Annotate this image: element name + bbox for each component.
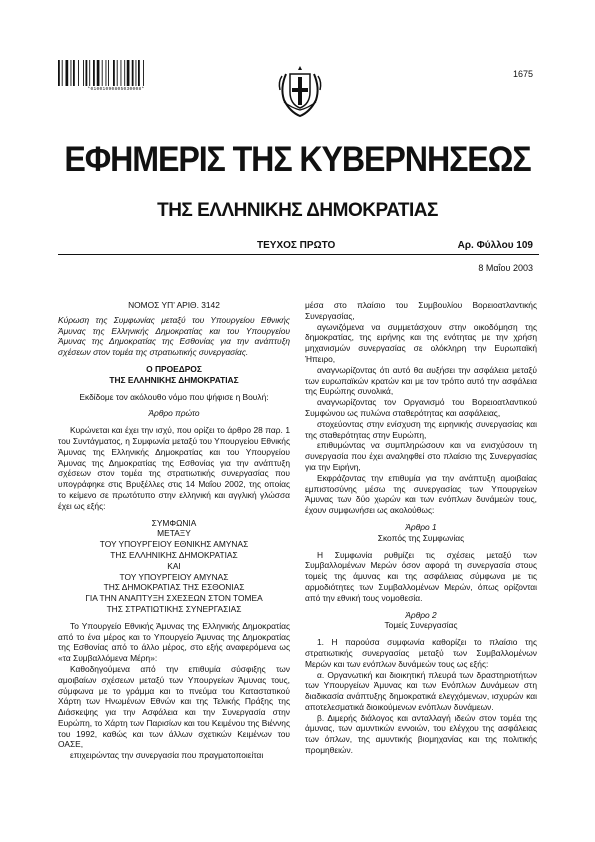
issue-date: 8 Μαΐου 2003 xyxy=(478,263,533,273)
agreement-heading-line: ΤΗΣ ΕΛΛΗΝΙΚΗΣ ΔΗΜΟΚΡΑΤΙΑΣ xyxy=(110,549,238,560)
article-2-subtitle: Τομείς Συνεργασίας xyxy=(384,620,458,631)
preamble-paragraph: Το Υπουργείο Εθνικής Άμυνας της Ελληνικής Δημοκρατίας από το ένα μέρος και το Υπουργείο Άμυνας της Δημοκρατίας της Εσθονίας από το άλλο μέρος, στο εξής αναφερόμενα ως «τα Συμβαλλόμενα Μέρη»: xyxy=(58,620,290,664)
agreement-heading-line: ΤΗΣ ΣΤΡΑΤΙΩΤΙΚΗΣ ΣΥΝΕΡΓΑΣΙΑΣ xyxy=(106,603,242,614)
article-1-title: Άρθρο 1 xyxy=(405,521,437,532)
header-rule xyxy=(58,254,539,255)
agreement-heading-line: ΤΗΣ ΔΗΜΟΚΡΑΤΙΑΣ ΤΗΣ ΕΣΘΟΝΙΑΣ xyxy=(103,582,245,593)
right-column xyxy=(305,300,537,756)
agreement-heading-line: ΚΑΙ xyxy=(167,560,181,571)
preamble-paragraph: αγωνιζόμενα να συμμετάσχουν στην οικοδόμηση της δημοκρατίας, της ειρήνης και της ενότητας με την χρήση μηχανισμών συνεργασίας σε ολόκληρη την Ευρωπαϊκή Ήπειρο, xyxy=(305,321,537,364)
gazette-subtitle: ΤΗΣ ΕΛΛΗΝΙΚΗΣ ΔΗΜΟΚΡΑΤΙΑΣ xyxy=(157,200,438,221)
president-heading: Ο ΠΡΟΕΔΡΟΣ xyxy=(146,363,202,374)
preamble-paragraph: αναγνωρίζοντας ότι αυτό θα αυξήσει την ασφάλεια μεταξύ των ευρωπαϊκών κρατών και με τον τρόπο αυτό την ασφάλεια της Ευρώπης συνολικά, xyxy=(305,364,537,397)
barcode xyxy=(58,60,172,86)
barcode-number: *01001090805030008* xyxy=(87,87,145,92)
preamble-paragraph: Καθοδηγούμενα από την επιθυμία σύσφιξης των αμοιβαίων σχέσεων μεταξύ των Υπουργείων Άμυνας τους, σύμφωνα με το γράμμα και το πνεύμα του Καταστατικού Χάρτη των Ηνωμένων Εθνών και της Τελικής Πράξης της Διάσκεψης για την Ασφάλεια και την Συνεργασία στην Ευρώπη, το Χάρτη των Παρισίων και του Κειμένου της Βιέννης του 1992, καθώς και των άλλων σχετικών Κειμένων του ΟΑΣΕ, xyxy=(58,663,290,750)
article-2-paragraph: β. Διμερής διάλογος και ανταλλαγή ιδεών στον τομέα της άμυνας, των αμυντικών εννοιών, του ελέγχου της ασφάλειας των όπλων, της αμυντικής βιομηχανίας και της πολιτικής προμηθειών. xyxy=(305,712,537,756)
left-column xyxy=(58,300,290,761)
president-heading-2: ΤΗΣ ΕΛΛΗΝΙΚΗΣ ΔΗΜΟΚΡΑΤΙΑΣ xyxy=(109,374,239,385)
gazette-title: ΕΦΗΜΕΡΙΣ ΤΗΣ ΚΥΒΕΡΝΗΣΕΩΣ xyxy=(64,140,531,179)
agreement-heading xyxy=(58,518,290,615)
first-article-title: Άρθρο πρώτο xyxy=(148,408,200,419)
ratification-paragraph: Κυρώνεται και έχει την ισχύ, που ορίζει το άρθρο 28 παρ. 1 του Συντάγματος, η Συμφωνία μεταξύ του Υπουργείου Εθνικής Άμυνας της Ελληνικής Δημοκρατίας και του Υπουργείου Άμυνας της Δημοκρατίας της Εσθονίας για την ανάπτυξη σχέσεων στον τομέα της στρατιωτικής συνεργασίας που υπογράφηκε στις Βρυξέλλες στις 14 Μαΐου 2002, της οποίας το κείμενο σε πρωτότυπο στην ελληνική και αγγλική γλώσσα έχει ως εξής: xyxy=(58,425,290,511)
article-2-paragraph: α. Οργανωτική και διοικητική πλευρά των δραστηριοτήτων των Υπουργείων Άμυνας και των Ενόπλων Δυνάμεων στη διαδικασία ανάπτυξης δημοκρατικά ελεγχόμενων, ισχυρών και αποτελεσματικά διοικούμενων ενόπλων δυνάμεων. xyxy=(305,669,537,712)
preamble-paragraph: μέσα στο πλαίσιο του Συμβουλίου Βορειοατλαντικής Συνεργασίας, xyxy=(305,300,537,321)
agreement-heading-line: ΜΕΤΑΞΥ xyxy=(157,528,191,539)
preamble-paragraph: στοχεύοντας στην ενίσχυση της ειρηνικής συνεργασίας και της σταθερότητας στην Ευρώπη, xyxy=(305,418,537,440)
preamble-paragraph: αναγνωρίζοντας τον Οργανισμό του Βορειοατλαντικού Συμφώνου ως πυλώνα σταθερότητας και ασφάλειας, xyxy=(305,397,537,418)
page-number: 1675 xyxy=(512,69,533,79)
promulgation-line: Εκδίδομε τον ακόλουθο νόμο που ψήφισε η Βουλή: xyxy=(79,391,269,402)
article-1-text: Η Συμφωνία ρυθμίζει τις σχέσεις μεταξύ των Συμβαλλομένων Μερών όσον αφορά τη συνεργασία στους τομείς της άμυνας και της ασφάλειας σύμφωνα με τις αρμοδιότητες των Συμβαλλομένων Μερών, όπως ορίζονται από την εθνική τους νομοθεσία. xyxy=(305,549,537,603)
preamble-paragraph: επιχειρώντας την συνεργασία που πραγματοποιείται xyxy=(70,750,264,761)
article-2-title: Άρθρο 2 xyxy=(405,609,437,620)
greek-coat-of-arms-icon xyxy=(276,64,324,118)
law-number: ΝΟΜΟΣ ΥΠ’ ΑΡΙΘ. 3142 xyxy=(128,300,220,310)
agreement-heading-line: ΤΟΥ ΥΠΟΥΡΓΕΙΟΥ ΕΘΝΙΚΗΣ ΑΜΥΝΑΣ xyxy=(99,539,249,550)
article-1-subtitle: Σκοπός της Συμφωνίας xyxy=(377,532,465,543)
preamble-paragraph: Εκφράζοντας την επιθυμία για την ανάπτυξη αμοιβαίας εμπιστοσύνης μέσω της συνεργασίας των Υπουργείων Άμυνας των δύο χωρών και των ενόπλων δυνάμεών τους, έχουν συμφωνήσει ως ακολούθως: xyxy=(305,472,537,516)
agreement-heading-line: ΓΙΑ ΤΗΝ ΑΝΑΠΤΥΞΗ ΣΧΕΣΕΩΝ ΣΤΟΝ ΤΟΜΕΑ xyxy=(85,593,263,604)
law-summary: Κύρωση της Συμφωνίας μεταξύ του Υπουργείου Εθνικής Άμυνας της Ελληνικής Δημοκρατίας και του Υπουργείου Άμυνας της Δημοκρατίας της Εσθονίας για την ανάπτυξη σχέσεων στον τομέα της στρατιωτικής συνεργασίας. xyxy=(58,314,290,358)
sheet-number: Αρ. Φύλλου 109 xyxy=(457,240,533,251)
agreement-heading-line: ΤΟΥ ΥΠΟΥΡΓΕΙΟΥ ΑΜΥΝΑΣ xyxy=(119,571,229,582)
article-2-paragraph: 1. Η παρούσα συμφωνία καθορίζει το πλαίσιο της στρατιωτικής συνεργασίας μεταξύ των Συμβαλλομένων Μερών και των ενόπλων δυνάμεών τους ως εξής: xyxy=(305,637,537,669)
preamble-paragraph: επιθυμώντας να συμπληρώσουν και να ενισχύσουν τη συνεργασία που έχει αναληφθεί στο πλαίσιο της Συνεργασίας για την Ειρήνη, xyxy=(305,440,537,472)
agreement-heading-line: ΣΥΜΦΩΝΙΑ xyxy=(151,517,197,528)
issue-type: ΤΕΥΧΟΣ ΠΡΩΤΟ xyxy=(257,240,336,251)
